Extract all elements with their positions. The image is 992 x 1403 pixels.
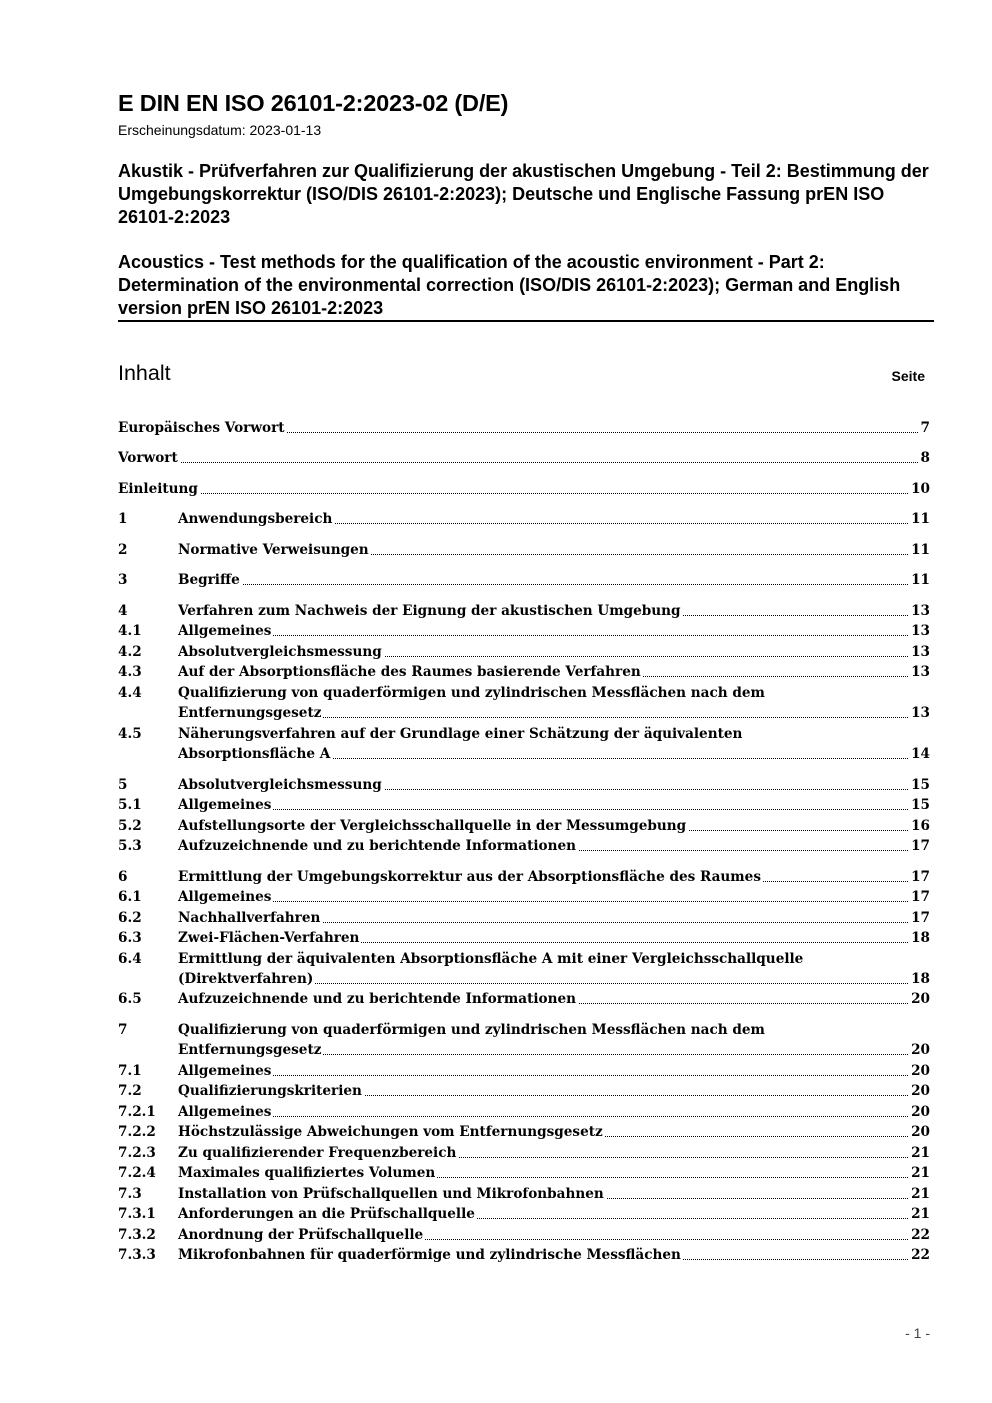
toc-entry-number: 7.2.1 bbox=[118, 1104, 156, 1120]
toc-entry-title: Vorwort bbox=[118, 450, 178, 466]
toc-entry-title: Qualifizierungskriterien bbox=[178, 1083, 362, 1099]
toc-entry-page: 14 bbox=[911, 746, 930, 762]
toc-entry-number: 6.1 bbox=[118, 889, 142, 905]
toc-entry-page: 13 bbox=[911, 623, 930, 639]
toc-entry-title: Qualifizierung von quaderförmigen und zylindrischen Messflächen nach dem bbox=[178, 685, 765, 701]
toc-entry-page: 17 bbox=[911, 869, 930, 885]
toc-leader-dots bbox=[178, 635, 930, 636]
toc-entry-page: 15 bbox=[911, 797, 930, 813]
table-of-contents bbox=[118, 0, 930, 1300]
toc-entry-title: Europäisches Vorwort bbox=[118, 420, 285, 436]
toc-page-column-label: Seite bbox=[891, 368, 925, 384]
toc-entry-number: 4 bbox=[118, 603, 128, 619]
toc-entry-title: Begriffe bbox=[178, 572, 240, 588]
toc-entry-title-continuation: Absorptionsfläche A bbox=[178, 746, 331, 762]
toc-entry-page: 11 bbox=[911, 511, 930, 527]
toc-entry-title: Allgemeines bbox=[178, 623, 272, 639]
toc-entry-number: 7.3.2 bbox=[118, 1227, 156, 1243]
toc-entry-title: Aufzuzeichnende und zu berichtende Informationen bbox=[178, 991, 576, 1007]
toc-entry[interactable] bbox=[118, 417, 930, 437]
toc-entry-title: Allgemeines bbox=[178, 1063, 272, 1079]
toc-entry-title: Zwei-Flächen-Verfahren bbox=[178, 930, 360, 946]
toc-entry-title: Maximales qualifiziertes Volumen bbox=[178, 1165, 436, 1181]
toc-entry-number: 7.2.4 bbox=[118, 1165, 156, 1181]
toc-entry-number: 5.2 bbox=[118, 818, 142, 834]
toc-entry-title-continuation: Entfernungsgesetz bbox=[178, 1042, 322, 1058]
toc-entry-number: 4.3 bbox=[118, 664, 142, 680]
toc-leader-dots bbox=[178, 1075, 930, 1076]
toc-entry-page: 21 bbox=[911, 1206, 930, 1222]
toc-entry-title: Auf der Absorptionsfläche des Raumes basierende Verfahren bbox=[178, 664, 641, 680]
toc-heading: Inhalt bbox=[118, 361, 171, 385]
toc-entry-page: 10 bbox=[911, 481, 930, 497]
toc-leader-dots bbox=[118, 462, 930, 463]
toc-entry[interactable] bbox=[118, 907, 930, 927]
toc-entry-page: 8 bbox=[920, 450, 930, 466]
toc-entry[interactable] bbox=[118, 1244, 930, 1264]
toc-entry[interactable] bbox=[118, 508, 930, 528]
toc-entry-title: Qualifizierung von quaderförmigen und zylindrischen Messflächen nach dem bbox=[178, 1022, 765, 1038]
title-german: Akustik - Prüfverfahren zur Qualifizierung der akustischen Umgebung - Teil 2: Bestimmung der Umgebungskorrektur (ISO/DIS 26101-2:2023); Deutsche und Englische Fassung prEN ISO 26101-2:2023 bbox=[118, 161, 929, 227]
toc-entry[interactable] bbox=[118, 886, 930, 906]
toc-entry-number: 6.2 bbox=[118, 910, 142, 926]
toc-entry[interactable] bbox=[118, 539, 930, 559]
publication-date: Erscheinungsdatum: 2023-01-13 bbox=[118, 122, 322, 138]
toc-entry-title: Höchstzulässige Abweichungen vom Entfernungsgesetz bbox=[178, 1124, 603, 1140]
toc-leader-dots bbox=[178, 1116, 930, 1117]
toc-entry-number: 7.1 bbox=[118, 1063, 142, 1079]
toc-entry-title: Anordnung der Prüfschallquelle bbox=[178, 1227, 424, 1243]
toc-entry[interactable] bbox=[118, 866, 930, 886]
toc-entry[interactable] bbox=[118, 794, 930, 814]
toc-entry[interactable] bbox=[118, 774, 930, 794]
toc-entry-page: 17 bbox=[911, 910, 930, 926]
toc-entry-page: 17 bbox=[911, 838, 930, 854]
toc-entry[interactable] bbox=[118, 600, 930, 620]
toc-entry-title: Allgemeines bbox=[178, 797, 272, 813]
toc-entry[interactable] bbox=[118, 948, 930, 988]
toc-entry-number: 7.2.3 bbox=[118, 1145, 156, 1161]
toc-entry-page: 11 bbox=[911, 542, 930, 558]
toc-entry-page: 18 bbox=[911, 930, 930, 946]
toc-entry-number: 5.1 bbox=[118, 797, 142, 813]
toc-entry-page: 20 bbox=[911, 1083, 930, 1099]
toc-entry-title: Anwendungsbereich bbox=[178, 511, 333, 527]
toc-entry-title: Ermittlung der Umgebungskorrektur aus der Absorptionsfläche des Raumes bbox=[178, 869, 761, 885]
toc-entry[interactable] bbox=[118, 1183, 930, 1203]
toc-entry[interactable] bbox=[118, 447, 930, 467]
toc-entry-page: 15 bbox=[911, 777, 930, 793]
toc-entry-page: 18 bbox=[911, 971, 930, 987]
toc-entry-page: 13 bbox=[911, 705, 930, 721]
toc-entry-title: Einleitung bbox=[118, 481, 198, 497]
toc-entry-number: 4.4 bbox=[118, 685, 142, 701]
toc-entry-page: 13 bbox=[911, 664, 930, 680]
toc-entry-page: 17 bbox=[911, 889, 930, 905]
toc-entry-page: 20 bbox=[911, 1063, 930, 1079]
toc-entry[interactable] bbox=[118, 620, 930, 640]
toc-entry-title: Absolutvergleichsmessung bbox=[178, 644, 382, 660]
toc-entry-title: Allgemeines bbox=[178, 1104, 272, 1120]
toc-entry-title: Mikrofonbahnen für quaderförmige und zylindrische Messflächen bbox=[178, 1247, 681, 1263]
toc-entry-number: 7.2 bbox=[118, 1083, 142, 1099]
toc-entry[interactable] bbox=[118, 1080, 930, 1100]
toc-entry-page: 21 bbox=[911, 1186, 930, 1202]
toc-entry[interactable] bbox=[118, 1224, 930, 1244]
document-id: E DIN EN ISO 26101-2:2023-02 (D/E) bbox=[118, 90, 509, 116]
toc-leader-dots bbox=[118, 493, 930, 494]
toc-entry-page: 20 bbox=[911, 991, 930, 1007]
toc-entry-title-continuation: Entfernungsgesetz bbox=[178, 705, 322, 721]
toc-entry[interactable] bbox=[118, 1142, 930, 1162]
toc-entry-number: 6.5 bbox=[118, 991, 142, 1007]
toc-entry-page: 16 bbox=[911, 818, 930, 834]
toc-entry-title: Näherungsverfahren auf der Grundlage einer Schätzung der äquivalenten bbox=[178, 726, 743, 742]
toc-entry-title-continuation: (Direktverfahren) bbox=[178, 971, 314, 987]
toc-entry-title: Zu qualifizierender Frequenzbereich bbox=[178, 1145, 457, 1161]
toc-leader-dots bbox=[178, 584, 930, 585]
toc-entry-page: 21 bbox=[911, 1145, 930, 1161]
toc-entry-page: 13 bbox=[911, 603, 930, 619]
toc-entry-number: 6.4 bbox=[118, 951, 142, 967]
toc-entry[interactable] bbox=[118, 1060, 930, 1080]
toc-entry[interactable] bbox=[118, 661, 930, 681]
toc-entry-page: 22 bbox=[911, 1227, 930, 1243]
toc-entry[interactable] bbox=[118, 723, 930, 763]
toc-entry-page: 7 bbox=[920, 420, 930, 436]
toc-entry-number: 7.3 bbox=[118, 1186, 142, 1202]
toc-entry-page: 20 bbox=[911, 1042, 930, 1058]
toc-entry-number: 7 bbox=[118, 1022, 128, 1038]
toc-entry-number: 7.3.3 bbox=[118, 1247, 156, 1263]
toc-entry[interactable] bbox=[118, 641, 930, 661]
toc-entry[interactable] bbox=[118, 1162, 930, 1182]
toc-entry-number: 7.3.1 bbox=[118, 1206, 156, 1222]
toc-entry[interactable] bbox=[118, 835, 930, 855]
toc-entry-number: 2 bbox=[118, 542, 128, 558]
toc-leader-dots bbox=[178, 901, 930, 902]
toc-entry-number: 6 bbox=[118, 869, 128, 885]
toc-entry-title: Anforderungen an die Prüfschallquelle bbox=[178, 1206, 475, 1222]
toc-entry-page: 11 bbox=[911, 572, 930, 588]
toc-entry[interactable] bbox=[118, 1019, 930, 1059]
toc-entry-title: Verfahren zum Nachweis der Eignung der akustischen Umgebung bbox=[178, 603, 681, 619]
toc-entry-number: 4.5 bbox=[118, 726, 142, 742]
toc-entry-title: Aufstellungsorte der Vergleichsschallquelle in der Messumgebung bbox=[178, 818, 687, 834]
toc-entry-title: Installation von Prüfschallquellen und Mikrofonbahnen bbox=[178, 1186, 604, 1202]
toc-entry-title: Normative Verweisungen bbox=[178, 542, 369, 558]
toc-entry[interactable] bbox=[118, 682, 930, 722]
toc-entry-number: 6.3 bbox=[118, 930, 142, 946]
toc-entry[interactable] bbox=[118, 1203, 930, 1223]
toc-entry-title: Ermittlung der äquivalenten Absorptionsfläche A mit einer Vergleichsschallquelle bbox=[178, 951, 804, 967]
toc-entry-number: 1 bbox=[118, 511, 128, 527]
toc-entry-title: Absolutvergleichsmessung bbox=[178, 777, 382, 793]
footer-page-number: - 1 - bbox=[905, 1325, 930, 1341]
toc-entry-page: 13 bbox=[911, 644, 930, 660]
toc-entry-number: 5 bbox=[118, 777, 128, 793]
toc-entry-number: 4.2 bbox=[118, 644, 142, 660]
toc-entry[interactable] bbox=[118, 1121, 930, 1141]
toc-entry[interactable] bbox=[118, 927, 930, 947]
toc-entry-page: 20 bbox=[911, 1124, 930, 1140]
toc-entry-number: 7.2.2 bbox=[118, 1124, 156, 1140]
toc-entry[interactable] bbox=[118, 569, 930, 589]
toc-entry-title: Allgemeines bbox=[178, 889, 272, 905]
toc-entry-title: Nachhallverfahren bbox=[178, 910, 321, 926]
toc-entry-number: 4.1 bbox=[118, 623, 142, 639]
toc-entry[interactable] bbox=[118, 1101, 930, 1121]
toc-entry[interactable] bbox=[118, 478, 930, 498]
toc-entry-page: 21 bbox=[911, 1165, 930, 1181]
toc-entry-page: 20 bbox=[911, 1104, 930, 1120]
toc-entry[interactable] bbox=[118, 988, 930, 1008]
title-english: Acoustics - Test methods for the qualification of the acoustic environment - Part 2: Determination of the environmental correction (ISO/DIS 26101-2:2023); German and English version prEN ISO 26101-2:2023 bbox=[118, 252, 901, 318]
toc-entry-title: Aufzuzeichnende und zu berichtende Informationen bbox=[178, 838, 576, 854]
toc-entry-number: 3 bbox=[118, 572, 128, 588]
toc-leader-dots bbox=[178, 809, 930, 810]
toc-entry-number: 5.3 bbox=[118, 838, 142, 854]
toc-entry-page: 22 bbox=[911, 1247, 930, 1263]
toc-entry[interactable] bbox=[118, 815, 930, 835]
